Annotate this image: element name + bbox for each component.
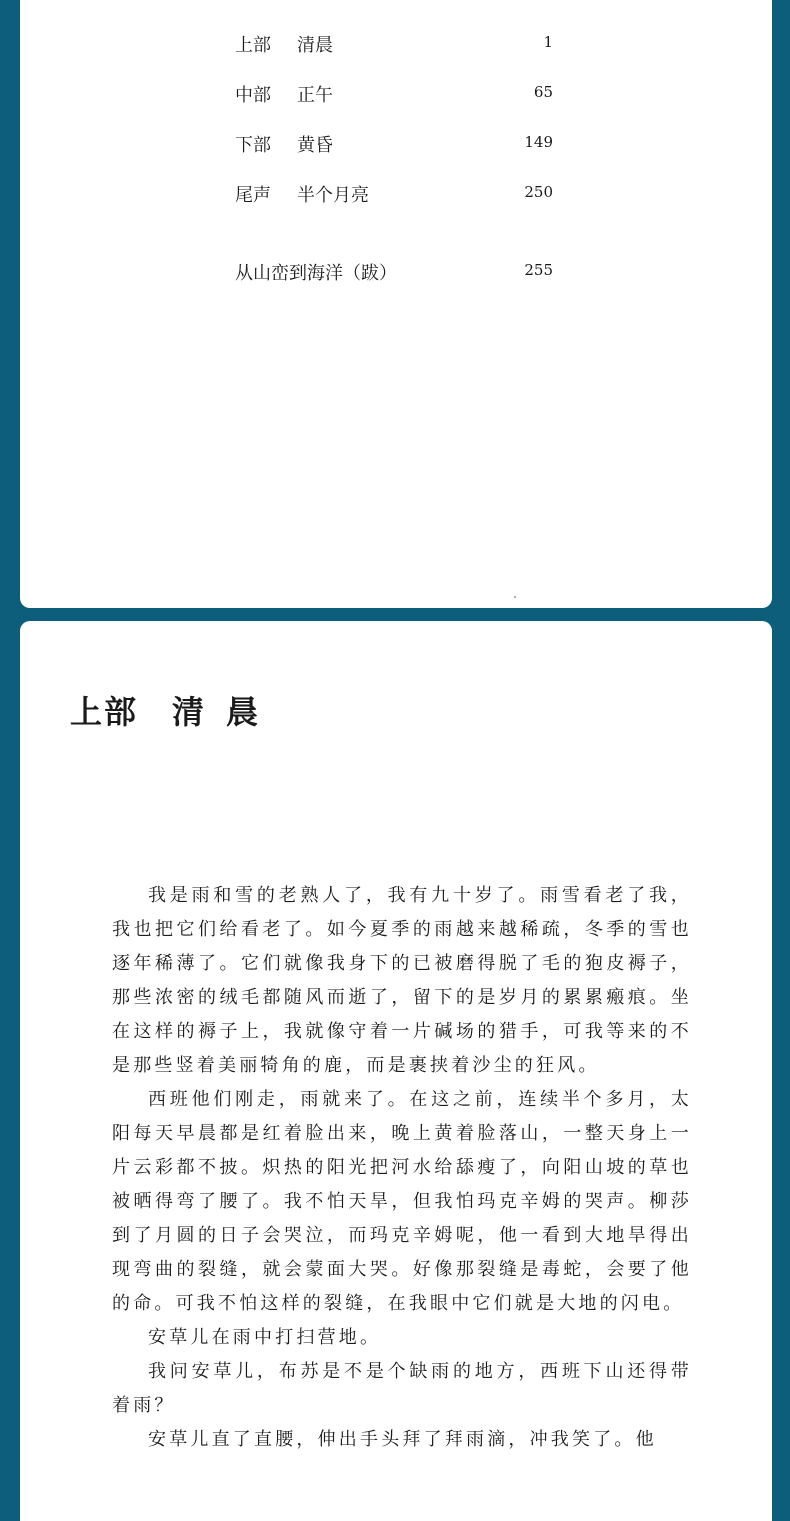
scan-speck bbox=[514, 596, 516, 598]
chapter-page bbox=[20, 621, 772, 1521]
toc-part-label: 中部 bbox=[235, 85, 271, 106]
toc-chapter-name: 正午 bbox=[297, 85, 333, 106]
toc-page bbox=[20, 0, 772, 608]
paragraph: 安草儿在雨中打扫营地。 bbox=[148, 1327, 382, 1348]
toc-page-number: 1 bbox=[543, 33, 553, 51]
toc-page-number: 255 bbox=[524, 261, 553, 279]
chapter-title bbox=[70, 687, 280, 733]
table-of-contents bbox=[20, 0, 772, 608]
toc-entry bbox=[235, 131, 553, 161]
toc-entry bbox=[235, 181, 553, 211]
chapter-name: 清晨 bbox=[172, 693, 281, 731]
toc-part-label: 上部 bbox=[235, 35, 271, 56]
paragraph: 我问安草儿，布苏是不是个缺雨的地方，西班下山还得带着雨？ bbox=[112, 1361, 692, 1416]
toc-page-number: 149 bbox=[524, 133, 553, 151]
paragraph: 安草儿直了直腰，伸出手头拜了拜雨滴，冲我笑了。他 bbox=[148, 1429, 657, 1450]
chapter-body bbox=[112, 879, 692, 1457]
toc-page-number: 250 bbox=[524, 183, 553, 201]
paragraph: 西班他们刚走，雨就来了。在这之前，连续半个多月，太阳每天早晨都是红着脸出来，晚上黄着脸落山，一整天身上一片云彩都不披。炽热的阳光把河水给舔瘦了，向阳山坡的草也被晒得弯了腰了。我不怕天旱，但我怕玛克辛姆的哭声。柳莎到了月圆的日子会哭泣，而玛克辛姆呢，他一看到大地旱得出现弯曲的裂缝，就会蒙面大哭。好像那裂缝是毒蛇，会要了他的命。可我不怕这样的裂缝，在我眼中它们就是大地的闪电。 bbox=[112, 1089, 692, 1314]
toc-entry bbox=[235, 81, 553, 111]
toc-page-number: 65 bbox=[533, 83, 553, 101]
toc-part-label: 下部 bbox=[235, 135, 271, 156]
toc-chapter-name: 清晨 bbox=[297, 35, 333, 56]
toc-appendix-entry bbox=[235, 259, 553, 289]
paragraph: 我是雨和雪的老熟人了，我有九十岁了。雨雪看老了我，我也把它们给看老了。如今夏季的雨越来越稀疏，冬季的雪也逐年稀薄了。它们就像我身下的已被磨得脱了毛的狍皮褥子，那些浓密的绒毛都随风而逝了，留下的是岁月的累累瘢痕。坐在这样的褥子上，我就像守着一片碱场的猎手，可我等来的不是那些竖着美丽犄角的鹿，而是裹挟着沙尘的狂风。 bbox=[112, 885, 692, 1076]
chapter-part-label: 上部 bbox=[70, 693, 139, 731]
toc-chapter-name: 黄昏 bbox=[297, 135, 333, 156]
toc-entry bbox=[235, 31, 553, 61]
toc-part-label: 尾声 bbox=[235, 185, 271, 206]
toc-chapter-name: 半个月亮 bbox=[297, 185, 369, 206]
toc-appendix-title: 从山峦到海洋（跋） bbox=[235, 263, 397, 284]
